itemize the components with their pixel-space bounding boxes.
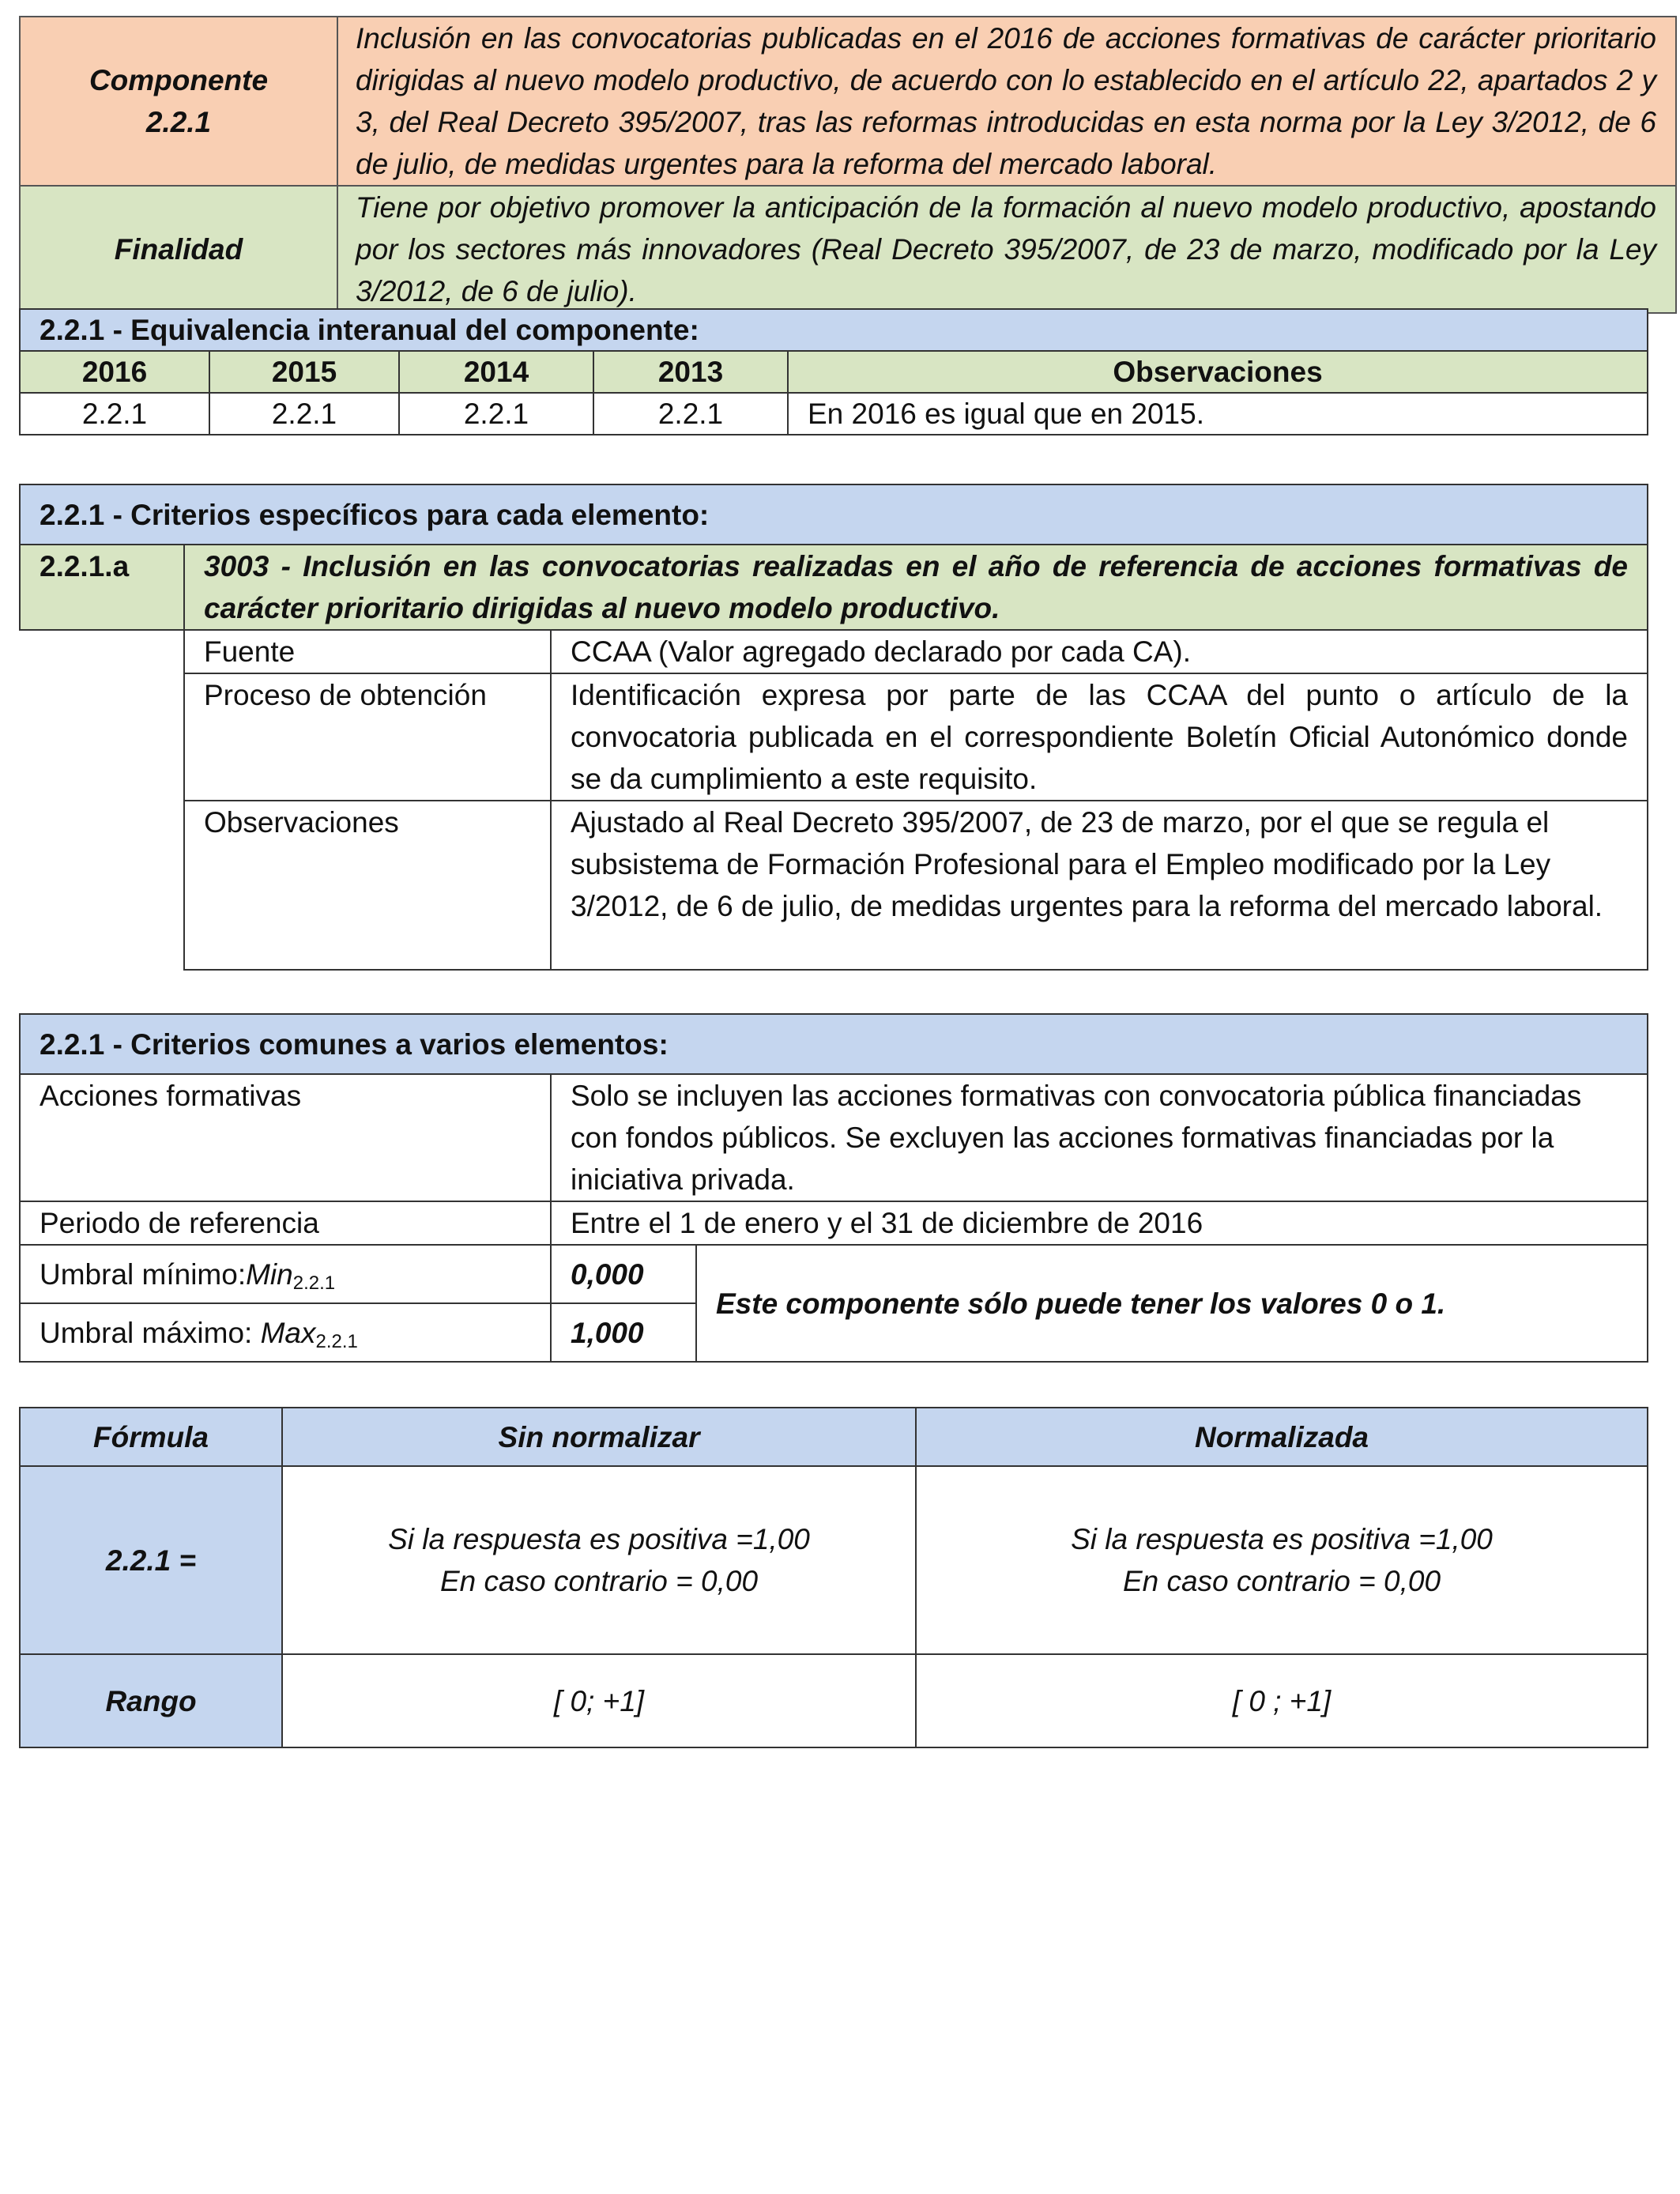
min-subscript: 2.2.1 xyxy=(292,1272,336,1294)
equivalence-header-2016: 2016 xyxy=(20,351,209,393)
max-symbol: Max xyxy=(260,1316,316,1349)
range-row xyxy=(20,1654,1648,1747)
formula-normalized-cell xyxy=(916,1466,1648,1654)
equivalence-header-2013: 2013 xyxy=(593,351,788,393)
specific-value-fuente: CCAA (Valor agregado declarado por cada CA). xyxy=(551,630,1648,673)
equivalence-header-observaciones: Observaciones xyxy=(788,351,1648,393)
common-row-period xyxy=(20,1201,1648,1245)
specific-label-proceso: Proceso de obtención xyxy=(184,673,551,801)
common-row-actions xyxy=(20,1074,1648,1201)
component-label-line2: 2.2.1 xyxy=(145,106,212,138)
equivalence-cell-2016: 2.2.1 xyxy=(20,393,209,435)
formula-header-row xyxy=(20,1408,1648,1466)
equivalence-cell-2014: 2.2.1 xyxy=(399,393,593,435)
max-subscript: 2.2.1 xyxy=(315,1330,358,1352)
equivalence-header-row xyxy=(20,351,1648,393)
purpose-label: Finalidad xyxy=(20,186,337,313)
common-label-period: Periodo de referencia xyxy=(20,1201,551,1245)
equivalence-table xyxy=(19,308,1648,435)
specific-value-proceso: Identificación expresa por parte de las CCAA del punto o artículo de la convocatoria publicada en el correspondiente Boletín Oficial Autonómico donde se da cumplimiento a este requisito. xyxy=(551,673,1648,801)
common-label-min xyxy=(20,1245,551,1303)
common-title-row xyxy=(20,1014,1648,1074)
specific-row-proceso xyxy=(20,673,1648,801)
equivalence-data-row xyxy=(20,393,1648,435)
indent-spacer xyxy=(20,630,184,673)
formula-raw-line2: En caso contrario = 0,00 xyxy=(439,1565,759,1597)
specific-label-fuente: Fuente xyxy=(184,630,551,673)
formula-header-normalized: Normalizada xyxy=(916,1408,1648,1466)
element-code: 2.2.1.a xyxy=(20,545,184,630)
element-row xyxy=(20,545,1648,630)
formula-header-formula: Fórmula xyxy=(20,1408,282,1466)
specific-label-observaciones: Observaciones xyxy=(184,801,551,970)
equivalence-cell-2013: 2.2.1 xyxy=(593,393,788,435)
common-value-actions: Solo se incluyen las acciones formativas con convocatoria pública financiadas con fondos públicos. Se excluyen las acciones formativas financiadas por la iniciativa privada. xyxy=(551,1074,1648,1201)
component-description: Inclusión en las convocatorias publicadas en el 2016 de acciones formativas de carácter prioritario dirigidas al nuevo modelo productivo, de acuerdo con lo establecido en el artículo 22, apartados 2 y 3, del Real Decreto 395/2007, tras las reformas introducidas en esta norma por la Ley 3/2012, de 6 de julio, de medidas urgentes para la reforma del mercado laboral. xyxy=(337,17,1676,186)
specific-value-observaciones: Ajustado al Real Decreto 395/2007, de 23 de marzo, por el que se regula el subsistema de Formación Profesional para el Empleo modificado por la Ley 3/2012, de 6 de julio, de medidas urgentes para la reforma del mercado laboral. xyxy=(551,801,1648,970)
common-value-min: 0,000 xyxy=(551,1245,696,1303)
max-label-text: Umbral máximo: xyxy=(40,1316,261,1349)
formula-label: 2.2.1 = xyxy=(20,1466,282,1654)
common-criteria-table xyxy=(19,1013,1648,1363)
common-label-actions: Acciones formativas xyxy=(20,1074,551,1201)
range-normalized: [ 0 ; +1] xyxy=(916,1654,1648,1747)
equivalence-header-2015: 2015 xyxy=(209,351,399,393)
min-label-text: Umbral mínimo: xyxy=(40,1257,247,1291)
common-threshold-note: Este componente sólo puede tener los valores 0 o 1. xyxy=(696,1245,1648,1362)
purpose-row xyxy=(20,186,1676,313)
indent-spacer xyxy=(20,673,184,801)
formula-header-raw: Sin normalizar xyxy=(282,1408,916,1466)
formula-raw-line1: Si la respuesta es positiva =1,00 xyxy=(388,1523,810,1555)
min-symbol: Min xyxy=(246,1257,293,1291)
element-title: 3003 - Inclusión en las convocatorias realizadas en el año de referencia de acciones formativas de carácter prioritario dirigidas al nuevo modelo productivo. xyxy=(184,545,1648,630)
specific-criteria-table xyxy=(19,484,1648,971)
common-row-min xyxy=(20,1245,1648,1303)
equivalence-title-row xyxy=(20,309,1648,351)
component-header-table xyxy=(19,16,1677,314)
component-row xyxy=(20,17,1676,186)
equivalence-cell-2015: 2.2.1 xyxy=(209,393,399,435)
range-label: Rango xyxy=(20,1654,282,1747)
common-label-max xyxy=(20,1303,551,1362)
equivalence-header-2014: 2014 xyxy=(399,351,593,393)
purpose-text: Tiene por objetivo promover la anticipación de la formación al nuevo modelo productivo, apostando por los sectores más innovadores (Real Decreto 395/2007, de 23 de marzo, modificado por la Ley 3/2012, de 6 de julio). xyxy=(337,186,1676,313)
range-raw: [ 0; +1] xyxy=(282,1654,916,1747)
common-value-max: 1,000 xyxy=(551,1303,696,1362)
equivalence-cell-observaciones: En 2016 es igual que en 2015. xyxy=(788,393,1648,435)
formula-row xyxy=(20,1466,1648,1654)
formula-norm-line2: En caso contrario = 0,00 xyxy=(1122,1565,1441,1597)
formula-raw-cell xyxy=(282,1466,916,1654)
component-label-line1: Componente xyxy=(89,64,269,96)
equivalence-title: 2.2.1 - Equivalencia interanual del componente: xyxy=(20,309,1648,351)
specific-title-row xyxy=(20,484,1648,545)
specific-title: 2.2.1 - Criterios específicos para cada elemento: xyxy=(20,484,1648,545)
common-title: 2.2.1 - Criterios comunes a varios elementos: xyxy=(20,1014,1648,1074)
common-value-period: Entre el 1 de enero y el 31 de diciembre de 2016 xyxy=(551,1201,1648,1245)
component-label-cell xyxy=(20,17,337,186)
formula-table xyxy=(19,1407,1648,1748)
indent-spacer xyxy=(20,801,184,970)
specific-row-observaciones xyxy=(20,801,1648,970)
specific-row-fuente xyxy=(20,630,1648,673)
formula-norm-line1: Si la respuesta es positiva =1,00 xyxy=(1071,1523,1493,1555)
